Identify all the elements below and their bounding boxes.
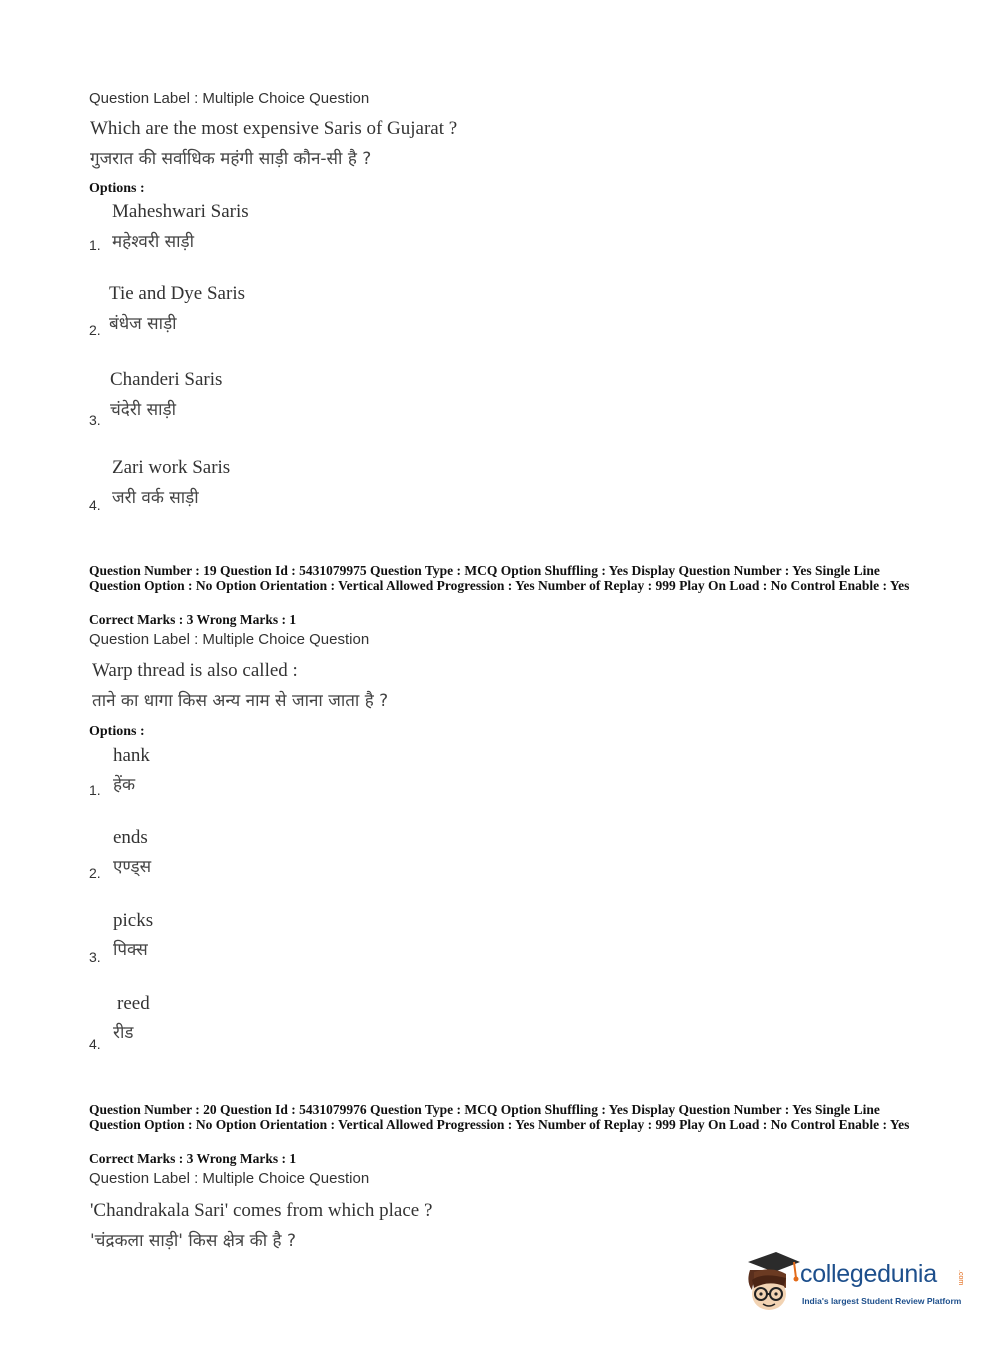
q19-text-hi: ताने का धागा किस अन्य नाम से जाना जाता है ?: [92, 691, 389, 711]
mascot-icon: [742, 1248, 802, 1318]
option-number: 2.: [89, 322, 101, 338]
option-text-hi: महेश्वरी साड़ी: [112, 232, 195, 252]
option-text-en: Chanderi Saris: [110, 369, 223, 390]
option-text-en: ends: [113, 827, 148, 848]
q19-meta: Question Number : 19 Question Id : 5431079975 Question Type : MCQ Option Shuffling : Yes Display Question Number : Yes Single Line Question Option : No Option Orientation : Vertical Allowed Progression : Yes Number of Replay : 999 Play On Load : No Control Enable : Yes: [89, 563, 910, 593]
option-text-hi: जरी वर्क साड़ी: [112, 488, 199, 508]
option-text-hi: हेंक: [113, 775, 136, 795]
option-number: 3.: [89, 949, 101, 965]
option-number: 4.: [89, 497, 101, 513]
logo-tagline: India's largest Student Review Platform: [802, 1296, 962, 1306]
option-text-hi: पिक्स: [113, 940, 148, 960]
option-text-hi: रीड: [113, 1023, 134, 1043]
option-number: 3.: [89, 412, 101, 428]
q20-text-hi: 'चंद्रकला साड़ी' किस क्षेत्र की है ?: [90, 1231, 297, 1251]
logo-wordmark: collegedunia: [800, 1260, 937, 1288]
logo-suffix: .com: [957, 1270, 964, 1286]
q20-marks: Correct Marks : 3 Wrong Marks : 1: [89, 1151, 297, 1166]
q19-label: Question Label : Multiple Choice Question: [89, 631, 370, 648]
q19-marks: Correct Marks : 3 Wrong Marks : 1: [89, 612, 297, 627]
option-number: 1.: [89, 782, 101, 798]
q20-label: Question Label : Multiple Choice Question: [89, 1170, 370, 1187]
q20-text-en: 'Chandrakala Sari' comes from which place ?: [90, 1200, 433, 1221]
option-text-en: Zari work Saris: [112, 457, 231, 478]
option-text-en: Maheshwari Saris: [112, 201, 249, 222]
option-text-en: reed: [117, 993, 150, 1014]
q19-text-en: Warp thread is also called :: [92, 660, 298, 681]
q18-label: Question Label : Multiple Choice Question: [89, 90, 370, 107]
option-text-en: Tie and Dye Saris: [109, 283, 245, 304]
q18-text-hi: गुजरात की सर्वाधिक महंगी साड़ी कौन-सी है ?: [90, 149, 372, 169]
option-number: 1.: [89, 237, 101, 253]
q18-options-label: Options :: [89, 181, 145, 196]
option-text-hi: एण्ड्स: [113, 857, 152, 877]
option-number: 4.: [89, 1036, 101, 1052]
q18-text-en: Which are the most expensive Saris of Gujarat ?: [90, 118, 458, 139]
option-text-hi: बंधेज साड़ी: [109, 314, 177, 334]
collegedunia-logo[interactable]: [742, 1248, 972, 1318]
option-text-en: hank: [113, 745, 150, 766]
q20-meta: Question Number : 20 Question Id : 5431079976 Question Type : MCQ Option Shuffling : Yes Display Question Number : Yes Single Line Question Option : No Option Orientation : Vertical Allowed Progression : Yes Number of Replay : 999 Play On Load : No Control Enable : Yes: [89, 1102, 910, 1132]
q19-options-label: Options :: [89, 724, 145, 739]
option-text-en: picks: [113, 910, 154, 931]
option-number: 2.: [89, 865, 101, 881]
option-text-hi: चंदेरी साड़ी: [110, 400, 176, 420]
